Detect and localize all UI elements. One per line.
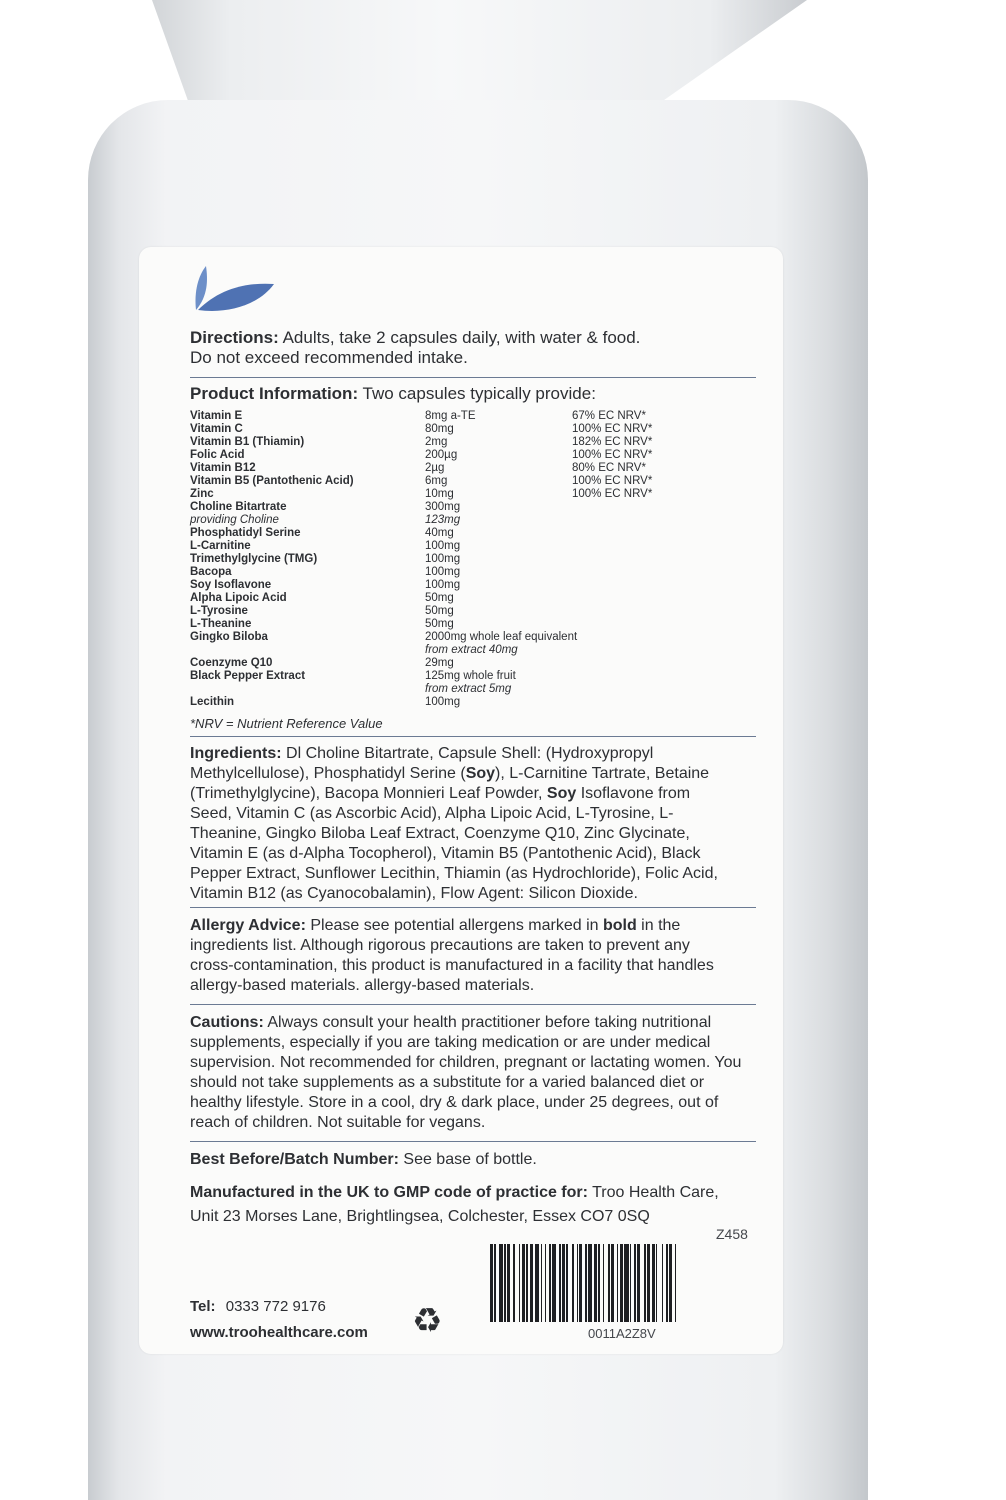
nutrient-name: Lecithin <box>190 696 235 708</box>
divider <box>190 377 756 378</box>
nutrient-amount: 2µg <box>425 462 445 474</box>
directions-line-1: Adults, take 2 capsules daily, with water & food. <box>282 328 641 347</box>
nutrient-row <box>190 540 750 553</box>
nutrient-name: Vitamin B5 (Pantothenic Acid) <box>190 475 354 487</box>
nutrient-amount: 100mg <box>425 566 461 578</box>
nutrient-row <box>190 423 750 436</box>
nutrient-row <box>190 436 750 449</box>
nutrient-name: L-Carnitine <box>190 540 251 552</box>
nutrient-table <box>190 410 750 709</box>
nutrient-name: Vitamin C <box>190 423 243 435</box>
nutrient-row <box>190 449 750 462</box>
nutrient-amount: 200µg <box>425 449 458 461</box>
best-before-block <box>190 1150 750 1170</box>
best-before-heading: Best Before/Batch Number: <box>190 1151 399 1168</box>
ingredients-block <box>190 744 735 904</box>
nutrient-row <box>190 618 750 631</box>
website: www.troohealthcare.com <box>190 1324 368 1341</box>
nutrient-name: Vitamin E <box>190 410 243 422</box>
nutrient-amount: 10mg <box>425 488 454 500</box>
nutrient-row <box>190 592 750 605</box>
nutrient-name: Vitamin B1 (Thiamin) <box>190 436 305 448</box>
divider <box>190 1004 756 1005</box>
nutrient-name: Trimethylglycine (TMG) <box>190 553 318 565</box>
nutrient-name: Alpha Lipoic Acid <box>190 592 287 604</box>
nutrient-name: L-Theanine <box>190 618 252 630</box>
ingredients-text: Isoflavone from Seed, Vitamin C (as Ascorbic Acid), Alpha Lipoic Acid, L-Tyrosine, L-Theanine, Gingko Biloba Leaf Extract, Coenzyme Q10, Zinc Glycinate, Vitamin E (as d-Alpha Tocopherol), Vitamin B5 (Pantothenic Acid), Black Pepper Extract, Sunflower Lecithin, Thiamin (as Hydrochloride), Folic Acid, Vitamin B12 (as Cyanocobalamin), Flow Agent: Silicon Dioxide. <box>190 785 718 902</box>
nutrient-name: Gingko Biloba <box>190 631 268 643</box>
allergen-soy: Soy <box>465 765 496 782</box>
nutrient-amount-note: from extract 5mg <box>425 683 512 695</box>
nutrient-name: Bacopa <box>190 566 232 578</box>
allergy-bold-word: bold <box>602 917 637 934</box>
nutrient-name: Folic Acid <box>190 449 245 461</box>
nutrient-amount: 123mg <box>425 514 461 526</box>
nutrient-name: providing Choline <box>190 514 279 526</box>
nutrient-nrv: 100% EC NRV* <box>572 449 653 461</box>
manufacturer-block <box>190 1181 750 1229</box>
nutrient-amount: 80mg <box>425 423 454 435</box>
barcode <box>490 1244 756 1322</box>
nutrient-nrv: 100% EC NRV* <box>572 475 653 487</box>
nutrient-amount: 8mg a-TE <box>425 410 476 422</box>
cautions-heading: Cautions: <box>190 1014 264 1031</box>
manufacturer-address: Unit 23 Morses Lane, Brightlingsea, Colchester, Essex CO7 0SQ <box>190 1208 650 1225</box>
nutrient-nrv: 182% EC NRV* <box>572 436 653 448</box>
cautions-block <box>190 1013 760 1133</box>
product-code: Z458 <box>716 1226 748 1242</box>
divider <box>190 736 756 737</box>
bottle-cap <box>152 0 807 110</box>
nutrient-nrv: 100% EC NRV* <box>572 423 653 435</box>
product-information-heading: Product Information: <box>190 384 359 403</box>
ingredients-text: Dl Choline Bitartrate, Capsule Shell: (Hydroxypropyl Methylcellulose), Phosphatidyl Serine ( <box>190 745 654 782</box>
nutrient-amount: 6mg <box>425 475 448 487</box>
product-information-heading-line <box>190 384 750 404</box>
nutrient-name: Phosphatidyl Serine <box>190 527 301 539</box>
barcode-bar <box>676 1244 677 1322</box>
nutrient-amount: 2000mg whole leaf equivalent from extract 40mg <box>425 631 578 656</box>
allergy-heading: Allergy Advice: <box>190 917 306 934</box>
tel-label: Tel: <box>190 1298 216 1315</box>
allergy-text: in the ingredients list. Although rigorous precautions are taken to prevent any cross-contamination, this product is manufactured in a facility that handles allergy-based materials. allergy-based materials. <box>190 917 714 994</box>
nutrient-amount: 100mg <box>425 553 461 565</box>
nutrient-amount: 100mg <box>425 696 461 708</box>
nutrient-row <box>190 462 750 475</box>
recycle-icon: ♻ <box>412 1302 443 1340</box>
nrv-note: *NRV = Nutrient Reference Value <box>190 716 383 731</box>
nutrient-amount: 40mg <box>425 527 454 539</box>
nutrient-name: Vitamin B12 <box>190 462 256 474</box>
directions-heading: Directions: <box>190 328 279 347</box>
nutrient-amount: 50mg <box>425 592 454 604</box>
nutrient-amount: 100mg <box>425 579 461 591</box>
ingredients-heading: Ingredients: <box>190 745 282 762</box>
nutrient-name: Black Pepper Extract <box>190 670 306 682</box>
nutrient-name: Choline Bitartrate <box>190 501 287 513</box>
nutrient-row <box>190 410 750 423</box>
nutrient-row <box>190 514 750 527</box>
manufacturer-heading: Manufactured in the UK to GMP code of practice for: <box>190 1184 588 1201</box>
directions-block <box>190 328 750 368</box>
nutrient-row <box>190 696 750 709</box>
nutrient-row <box>190 605 750 618</box>
tel-line <box>190 1298 326 1315</box>
divider <box>190 907 756 908</box>
nutrient-amount: 125mg whole fruit from extract 5mg <box>425 670 516 695</box>
ingredients-text: ), L-Carnitine Tartrate, Betaine (Trimethylglycine), Bacopa Monnieri Leaf Powder, <box>190 765 710 802</box>
nutrient-nrv: 80% EC NRV* <box>572 462 646 474</box>
best-before-text: See base of bottle. <box>403 1151 537 1168</box>
barcode-number: 0011A2Z8V <box>588 1326 656 1341</box>
nutrient-row <box>190 527 750 540</box>
nutrient-row <box>190 553 750 566</box>
nutrient-row <box>190 488 750 501</box>
nutrient-amount: 29mg <box>425 657 454 669</box>
nutrient-amount: 50mg <box>425 618 454 630</box>
divider <box>190 1141 756 1142</box>
nutrient-row <box>190 501 750 514</box>
product-information-subheading: Two capsules typically provide: <box>362 384 596 403</box>
nutrient-row <box>190 657 750 670</box>
nutrient-amount: 300mg <box>425 501 461 513</box>
nutrient-nrv: 67% EC NRV* <box>572 410 646 422</box>
nutrient-name: Coenzyme Q10 <box>190 657 273 669</box>
nutrient-name: Zinc <box>190 488 214 500</box>
directions-line-2: Do not exceed recommended intake. <box>190 348 468 367</box>
nutrient-amount-note: from extract 40mg <box>425 644 518 656</box>
nutrient-amount: 100mg <box>425 540 461 552</box>
nutrient-amount: 2mg <box>425 436 448 448</box>
allergy-block <box>190 916 720 996</box>
manufacturer-name: Troo Health Care, <box>592 1184 719 1201</box>
leaf-logo-icon <box>192 262 276 314</box>
tel-number: 0333 772 9176 <box>225 1298 326 1315</box>
nutrient-name: Soy Isoflavone <box>190 579 272 591</box>
nutrient-nrv: 100% EC NRV* <box>572 488 653 500</box>
nutrient-row <box>190 579 750 592</box>
nutrient-name: L-Tyrosine <box>190 605 248 617</box>
allergen-soy: Soy <box>546 785 577 802</box>
cautions-text: Always consult your health practitioner before taking nutritional supplements, especially if you are taking medication or are under medical supervision. Not recommended for children, pregnant or lactating women. You should not take supplements as a substitute for a varied balanced diet or healthy lifestyle. Store in a cool, dry & dark place, under 25 degrees, out of reach of children. Not suitable for vegans. <box>190 1014 742 1131</box>
nutrient-row <box>190 670 750 696</box>
nutrient-row <box>190 475 750 488</box>
nutrient-row <box>190 566 750 579</box>
nutrient-row <box>190 631 750 657</box>
nutrient-amount: 50mg <box>425 605 454 617</box>
allergy-text: Please see potential allergens marked in <box>310 917 603 934</box>
